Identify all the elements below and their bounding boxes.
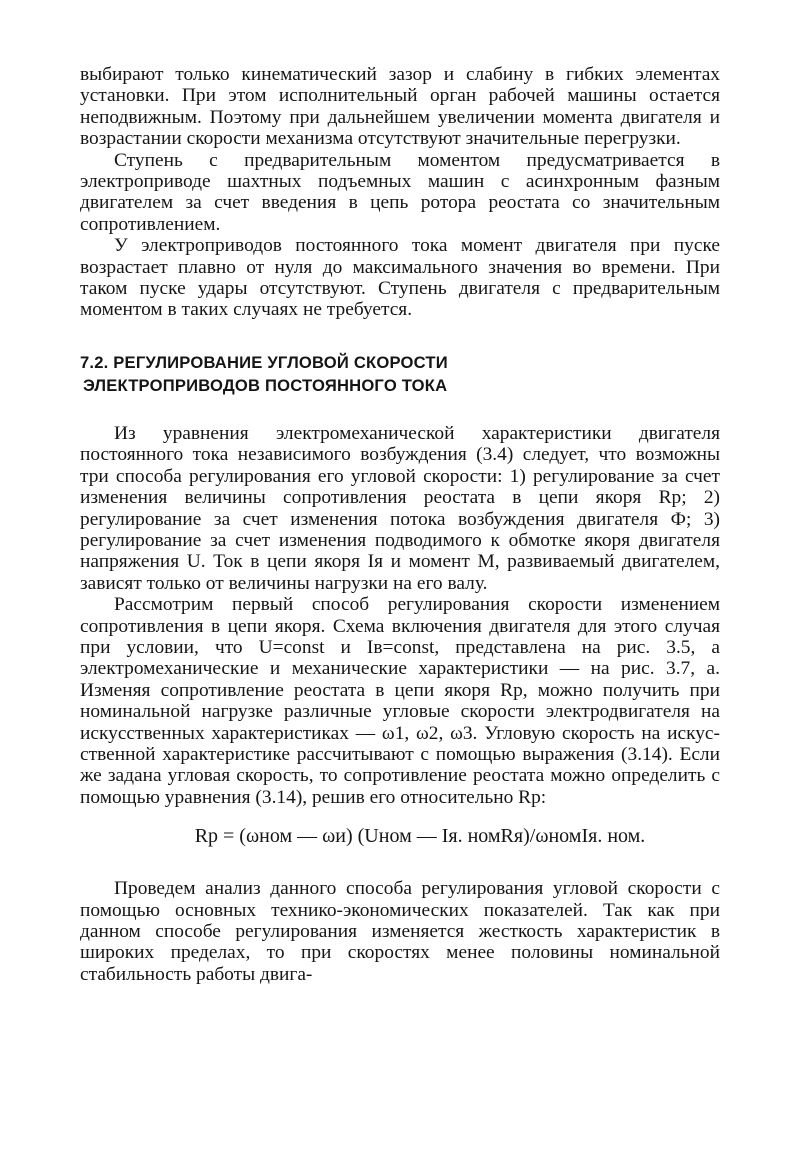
paragraph: Ступень с предварительным моментом предусматривается в электроприводе шахтных подъемных машин с асинхронным фазным двигателем за счет введения в цепь ротора реостата со значительным сопротивлением. [80,149,720,235]
section-heading-line: ЭЛЕКТРОПРИВОДОВ ПОСТОЯННОГО ТОКА [83,375,448,395]
paragraph: выбирают только кинематический зазор и слабину в гибких элементах установки. При этом исполнительный орган рабочей машины остается неподвижным. Поэтому при дальнейшем увеличении момента двигателя и возрастании скорости механизма отсутствуют значительные перегрузки. [80,64,720,150]
paragraph: Из уравнения электромеханической характеристики двигателя постоянного тока независимого возбуждения (3.4) следует, что возможны три способа регулирования его угловой скорости: 1) регулирование за счет изменения величины сопротивления реостата в цепи якоря Rр; 2) регулирование за счет изменения потока возбуждения двигателя Ф; 3) регулирование за счет изменения подводимого к обмотке якоря двигателя напряжения U. Ток в цепи якоря Iя и момент M, развиваемый двигателем, зависят только от величины нагрузки на его валу. [80,422,720,594]
paragraph: Проведем анализ данного способа регулирования угловой скорости с помощью основных технико-экономических показателей. Так как при данном способе регулирования изменяется жесткость характеристик в широких пределах, то при скоростях менее половины номинальной стабильность работы двига- [80,878,720,985]
section-heading-line: 7.2. РЕГУЛИРОВАНИЕ УГЛОВОЙ СКОРОСТИ [80,352,448,372]
paragraph: У электроприводов постоянного тока момент двигателя при пуске возрастает плавно от нуля до максимального значения во времени. При таком пуске удары отсутствуют. Ступень двигателя с предварительным моментом в таких случаях не требуется. [80,235,720,321]
paragraph: Рассмотрим первый способ регулирования скорости изменением сопротивления в цепи якоря. Схема включения двигателя для этого случая при условии, что U=const и Iв=const, представлена на рис. 3.5, а электромеханические и механические характеристики — на рис. 3.7, а. Изменяя сопротивление реостата в цепи якоря Rр, можно получить при номинальной нагрузке различные угловые скорости электродвигателя на искусственных характеристиках — ω1, ω2, ω3. Угловую скорость на искусственной характеристике рассчитывают с помощью выражения (3.14). Если же задана угловая скорость, то сопротивление реостата можно определить с помощью уравнения (3.14), решив его относительно Rр: [80,594,720,808]
section-heading [80,351,720,397]
formula: Rр = (ωном — ωи) (Uном — Iя. номRя)/ωномIя. ном. [194,825,646,848]
document-page [80,64,720,985]
